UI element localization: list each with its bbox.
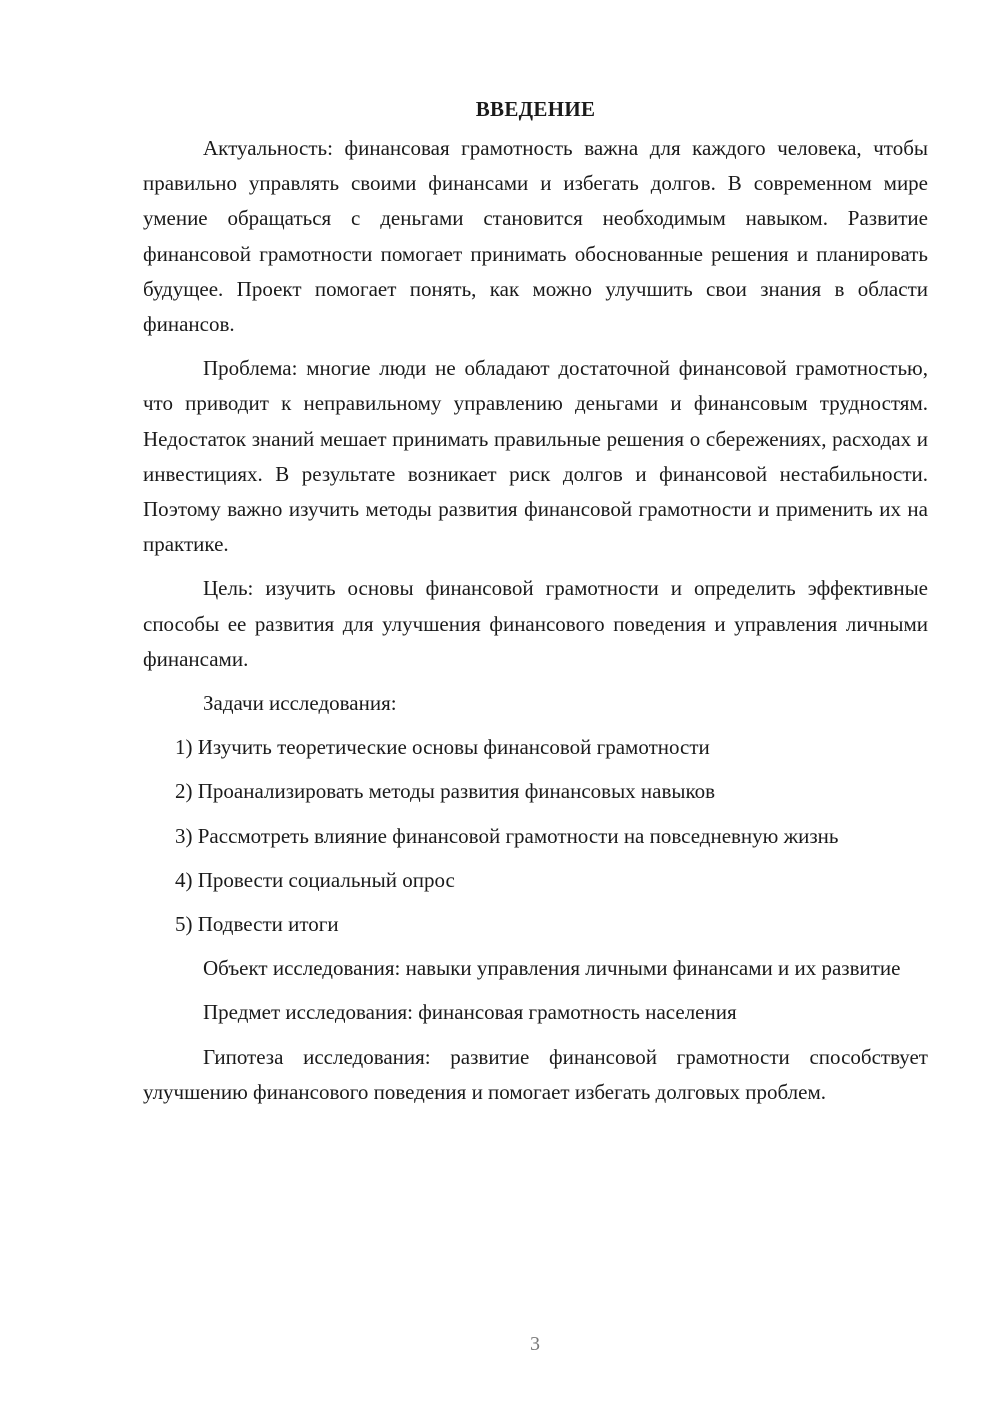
- task-item: 4) Провести социальный опрос: [175, 867, 455, 892]
- goal-paragraph: Цель: изучить основы финансовой грамотности и определить эффективные способы ее развития для улучшения финансового поведения и управления личными финансами.: [143, 576, 928, 671]
- task-item: 2) Проанализировать методы развития финансовых навыков: [175, 779, 716, 804]
- task-item: 1) Изучить теоретические основы финансовой грамотности: [175, 735, 710, 760]
- page-title: ВВЕДЕНИЕ: [475, 97, 596, 121]
- task-item: 5) Подвести итоги: [175, 912, 339, 937]
- document-page: [143, 92, 928, 1110]
- relevance-paragraph: Актуальность: финансовая грамотность важна для каждого человека, чтобы правильно управлять своими финансами и избегать долгов. В современном мире умение обращаться с деньгами становится необходимым навыком. Развитие финансовой грамотности помогает принимать обоснованные решения и планировать будущее. Проект помогает понять, как можно улучшить свои знания в области финансов.: [143, 136, 928, 337]
- problem-paragraph: Проблема: многие люди не обладают достаточной финансовой грамотностью, что приводит к неправильному управлению деньгами и финансовым трудностям. Недостаток знаний мешает принимать правильные решения о сбережениях, расходах и инвестициях. В результате возникает риск долгов и финансовой нестабильности. Поэтому важно изучить методы развития финансовой грамотности и применить их на практике.: [143, 356, 928, 557]
- page-number: 3: [530, 1333, 540, 1355]
- task-item: 3) Рассмотреть влияние финансовой грамотности на повседневную жизнь: [175, 823, 839, 848]
- hypothesis-paragraph: Гипотеза исследования: развитие финансовой грамотности способствует улучшению финансового поведения и помогает избегать долговых проблем.: [143, 1044, 928, 1104]
- tasks-title: Задачи исследования:: [203, 691, 397, 716]
- subject-paragraph: Предмет исследования: финансовая грамотность населения: [203, 1000, 737, 1025]
- object-paragraph: Объект исследования: навыки управления личными финансами и их развитие: [203, 956, 901, 981]
